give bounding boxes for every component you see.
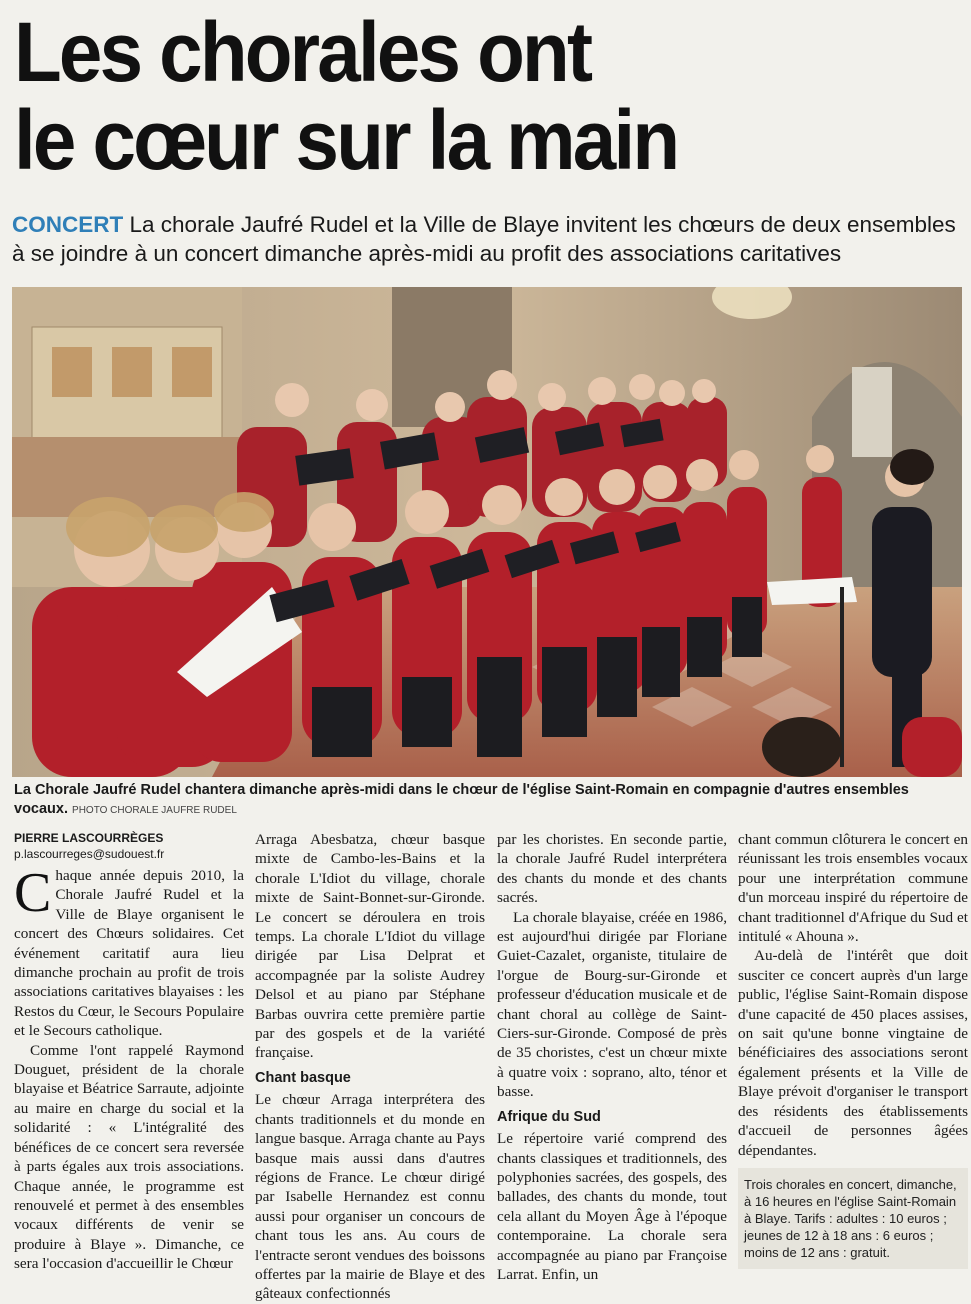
practical-info-box: Trois chorales en concert, dimanche, à 16 heures en l'église Saint-Romain à Blaye. Tarifs : adultes : 10 euros ; jeunes de 12 à 18 ans : 6 euros ; moins de 12 ans : gratuit. [738, 1168, 968, 1269]
article-column-2 [255, 830, 485, 1304]
subhead-afrique-du-sud: Afrique du Sud [497, 1108, 601, 1125]
article-paragraph-2: Comme l'ont rappelé Raymond Douguet, président de la chorale blayaise et Béatrice Sarraute, adjointe au maire en charge du social et la solidarité : « L'intégralité des bénéfices de ce concert sera reversée à parts égales aux trois associations. Chaque année, le programme est renouvelé et permet à des ensembles vocaux différents de venir se produire à Blaye ». Dimanche, ce sera l'occasion d'accueillir le Chœur [14, 1041, 244, 1273]
article-paragraph-3: Arraga Abesbatza, chœur basque mixte de Cambo-les-Bains et la chorale L'Idiot du village, chorale mixte de Saint-Bonnet-sur-Gironde. Le concert se déroulera en trois temps. La chorale L'Idiot du village dirigée par Lisa Delprat et accompagnée par la soliste Audrey Delsol et au piano par Stéphane Barbas ouvrira cette première partie par des gospels et de la variété française. [255, 831, 485, 1062]
article-paragraph-8: chant commun clôturera le concert en réunissant les trois ensembles vocaux pour une interprétation commune d'un morceau inspiré du répertoire de chant traditionnel d'Afrique du Sud et intitulé « Ahouna ». [738, 831, 968, 946]
article-paragraph-4: Le chœur Arraga interprétera des chants traditionnels et du monde en langue basque. Arraga chante au Pays basque mais aussi dans d'autres régions de France. Le chœur dirigé par Isabelle Hernandez est connu aussi pour organiser un concours de chant tous les ans. Au cours de l'entracte seront vendues des boissons offertes par la mairie de Blaye et des gâteaux confectionnés [255, 1091, 485, 1303]
article-column-1 [14, 830, 244, 1274]
article-paragraph-9: Au-delà de l'intérêt que doit susciter ce concert auprès d'un large public, l'église Saint-Romain dispose d'une capacité de 450 places assises, on sait qu'une bonne vingtaine de bénéficiaires des associations seront également présents et la Ville de Blaye prévoit d'organiser le transport des résidents des établissements d'accueil de personnes âgées dépendantes. [738, 947, 968, 1159]
headline [14, 5, 898, 187]
headline-line-2: le cœur sur la main [14, 93, 678, 187]
byline-author: PIERRE LASCOURRÈGES [14, 831, 164, 845]
lede-text: La chorale Jaufré Rudel et la Ville de Blaye invitent les chœurs de deux ensembles à se joindre à un concert dimanche après-midi au profit des associations caritatives [12, 212, 956, 266]
headline-line-1: Les chorales ont [14, 5, 591, 99]
photo-caption [14, 781, 959, 820]
dropcap: C [14, 862, 52, 924]
article-paragraph-1: Chaque année depuis 2010, la Chorale Jaufré Rudel et la Ville de Blaye organisent le concert des Chœurs solidaires. Cet événement caritatif aura lieu dimanche prochain au profit de trois associations caritatives blayaises : les Restos du Cœur, le Secours Populaire et le Secours catholique. [14, 862, 244, 1040]
subhead-chant-basque: Chant basque [255, 1069, 351, 1086]
photo-credit: PHOTO CHORALE JAUFRE RUDEL [72, 805, 237, 816]
lede-kicker: CONCERT [12, 212, 124, 237]
byline-email[interactable]: p.lascourreges@sudouest.fr [14, 847, 165, 861]
byline [14, 830, 244, 862]
article-column-4 [738, 830, 968, 1269]
photo-caption-text: La Chorale Jaufré Rudel chantera dimanche après-midi dans le chœur de l'église Saint-Romain en compagnie d'autres ensembles vocaux. [14, 782, 909, 817]
choir-photo [12, 287, 962, 777]
lede [12, 210, 962, 268]
article-paragraph-6: La chorale blayaise, créée en 1986, est aujourd'hui dirigée par Floriane Guiet-Cazalet, organiste, titulaire de l'orgue de Bourg-sur-Gironde et professeur d'éducation musicale et de chant choral au collège de Saint-Ciers-sur-Gironde. Composé de près de 35 choristes, c'est un chœur mixte à quatre voix : soprano, alto, ténor et basse. [497, 908, 727, 1101]
article-paragraph-5: par les choristes. En seconde partie, la chorale Jaufré Rudel interprétera des chants du monde et des chants sacrés. [497, 831, 727, 907]
article-column-3 [497, 830, 727, 1284]
choir-photo-illustration [12, 287, 962, 777]
article-paragraph-7: Le répertoire varié comprend des chants classiques et traditionnels, des polyphonies sacrées, des gospels, des ballades, des chants du monde, tout cela allant du Moyen Âge à l'époque contemporaine. La chorale sera accompagnée au piano par Françoise Larrat. Enfin, un [497, 1130, 727, 1283]
